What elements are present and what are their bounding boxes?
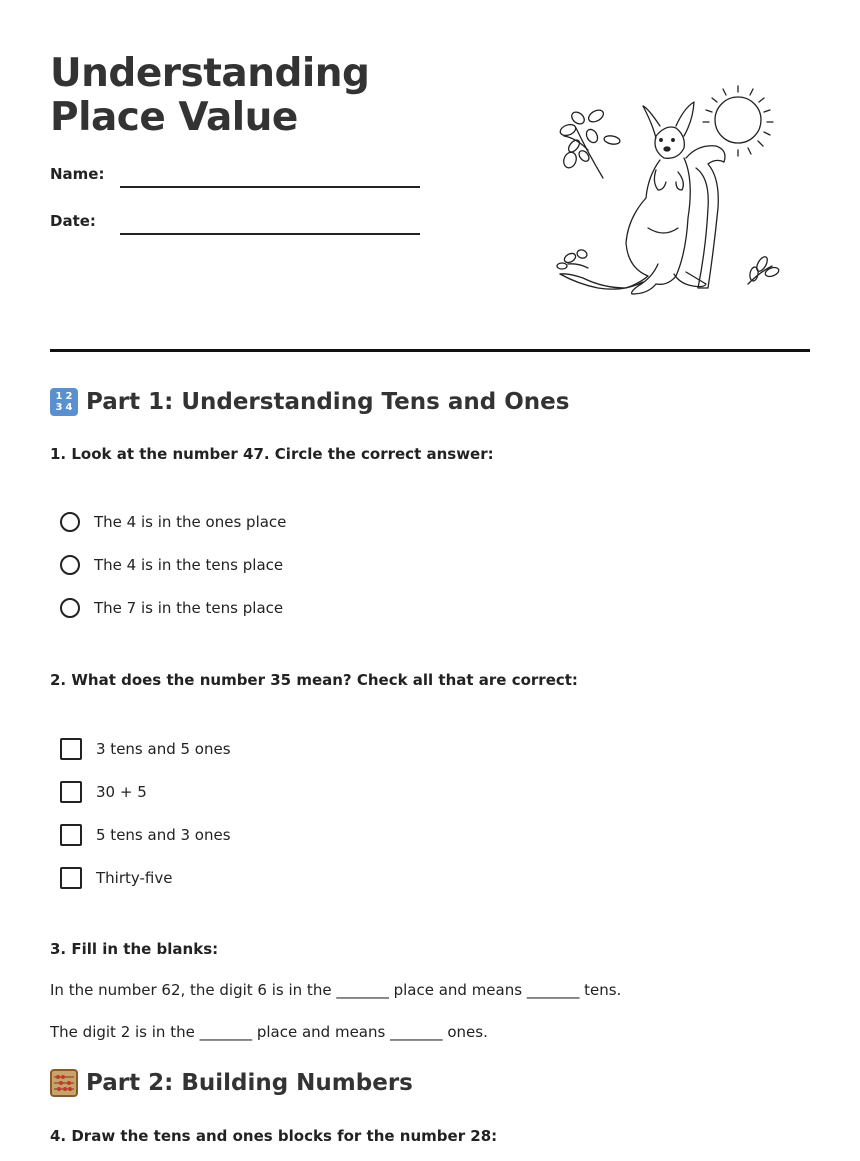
section-divider bbox=[50, 349, 810, 352]
checkbox[interactable] bbox=[60, 867, 82, 889]
fill-in-sentence-2: The digit 2 is in the _______ place and means _______ ones. bbox=[50, 1023, 488, 1041]
part1-heading: Part 1: Understanding Tens and Ones bbox=[86, 389, 570, 415]
q2-option-label: 3 tens and 5 ones bbox=[96, 740, 231, 758]
date-field[interactable] bbox=[120, 233, 420, 235]
q2-option[interactable] bbox=[60, 867, 172, 889]
checkbox[interactable] bbox=[60, 824, 82, 846]
question-3-prompt: 3. Fill in the blanks: bbox=[50, 940, 219, 958]
q1-option-label: The 4 is in the tens place bbox=[94, 556, 284, 574]
q1-option[interactable] bbox=[60, 512, 286, 532]
question-2-prompt: 2. What does the number 35 mean? Check all that are correct: bbox=[50, 671, 578, 689]
question-4-prompt: 4. Draw the tens and ones blocks for the number 28: bbox=[50, 1127, 498, 1145]
kangaroo-with-sun-illustration bbox=[548, 78, 788, 308]
q1-option-label: The 7 is in the tens place bbox=[94, 599, 284, 617]
q2-option-label: 5 tens and 3 ones bbox=[96, 826, 231, 844]
q2-option[interactable] bbox=[60, 738, 231, 760]
q1-option-label: The 4 is in the ones place bbox=[94, 513, 287, 531]
q1-option[interactable] bbox=[60, 555, 283, 575]
q2-option[interactable] bbox=[60, 781, 147, 803]
date-label: Date: bbox=[50, 212, 96, 230]
checkbox[interactable] bbox=[60, 738, 82, 760]
part2-heading: Part 2: Building Numbers bbox=[86, 1070, 413, 1096]
abacus-emoji-icon bbox=[50, 1069, 78, 1097]
q2-option-label: 30 + 5 bbox=[96, 783, 147, 801]
input-numbers-emoji-icon: 1 2 3 4 bbox=[50, 388, 78, 416]
name-field[interactable] bbox=[120, 186, 420, 188]
question-1-prompt: 1. Look at the number 47. Circle the correct answer: bbox=[50, 445, 494, 463]
radio-circle[interactable] bbox=[60, 555, 80, 575]
fill-in-sentence-1: In the number 62, the digit 6 is in the _______ place and means _______ tens. bbox=[50, 981, 622, 999]
page-title: Understanding Place Value bbox=[50, 51, 370, 140]
part2-heading-row bbox=[50, 1069, 413, 1097]
radio-circle[interactable] bbox=[60, 598, 80, 618]
radio-circle[interactable] bbox=[60, 512, 80, 532]
part1-heading-row bbox=[50, 388, 569, 416]
q2-option[interactable] bbox=[60, 824, 231, 846]
checkbox[interactable] bbox=[60, 781, 82, 803]
q2-option-label: Thirty-five bbox=[96, 869, 173, 887]
name-label: Name: bbox=[50, 165, 105, 183]
q1-option[interactable] bbox=[60, 598, 283, 618]
